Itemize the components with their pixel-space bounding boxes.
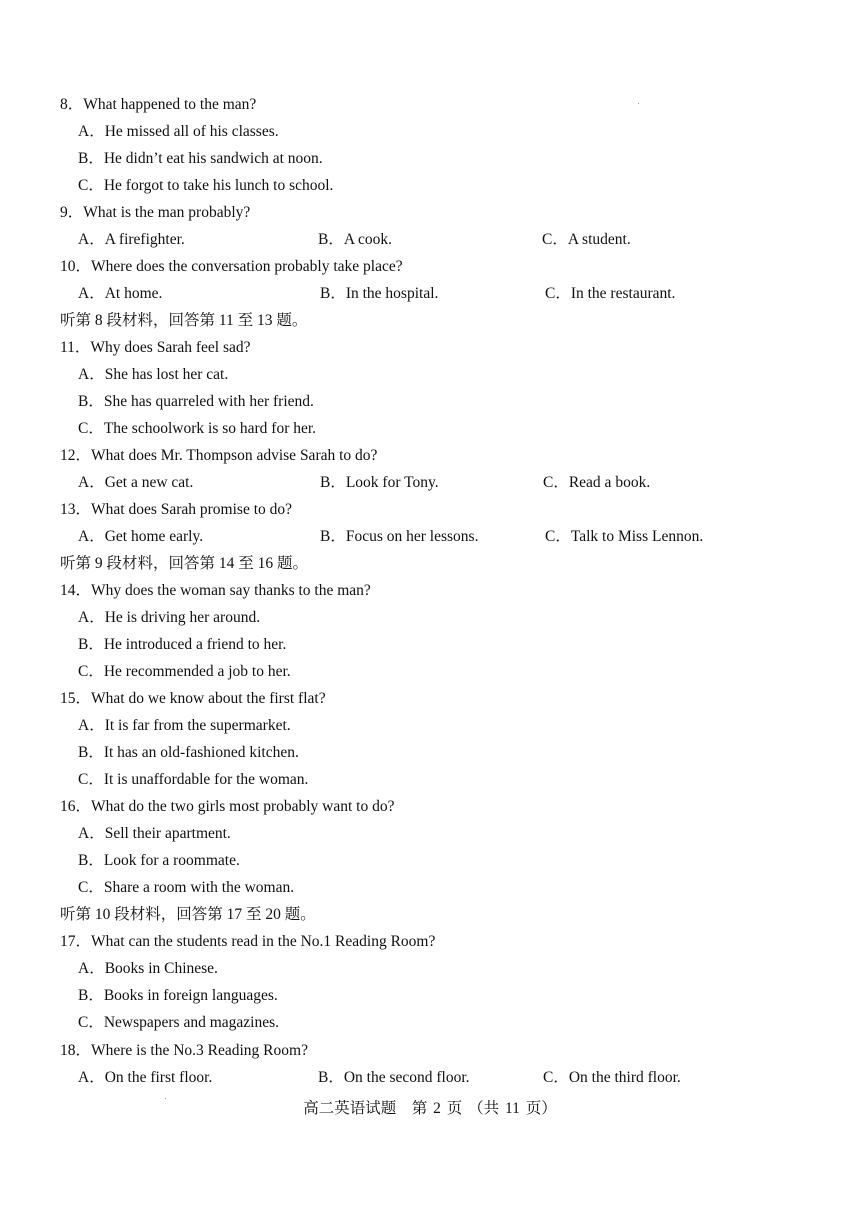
question-16: 16．What do the two girls most probably want to do? [60, 798, 395, 815]
question-8: 8．What happened to the man? [60, 96, 257, 113]
q18-option-a: A．On the first floor. [78, 1069, 213, 1086]
q9-option-c: C．A student. [542, 231, 631, 248]
scan-speck [638, 103, 639, 104]
section-heading-10: 听第 10 段材料，回答第 17 至 20 题。 [60, 906, 316, 923]
q8-option-b: B．He didn’t eat his sandwich at noon. [78, 150, 323, 167]
q16-option-c: C．Share a room with the woman. [78, 879, 295, 896]
q16-option-a: A．Sell their apartment. [78, 825, 231, 842]
question-18: 18．Where is the No.3 Reading Room? [60, 1042, 308, 1059]
q15-option-c: C．It is unaffordable for the woman. [78, 771, 309, 788]
q12-option-b: B．Look for Tony. [320, 474, 439, 491]
q8-option-a: A．He missed all of his classes. [78, 123, 279, 140]
q12-option-c: C．Read a book. [543, 474, 651, 491]
q15-option-b: B．It has an old-fashioned kitchen. [78, 744, 299, 761]
question-14: 14．Why does the woman say thanks to the man? [60, 582, 371, 599]
page-footer: 高二英语试题 第 2 页 （共 11 页） [303, 1100, 557, 1117]
q14-option-a: A．He is driving her around. [78, 609, 261, 626]
question-10: 10．Where does the conversation probably take place? [60, 258, 403, 275]
question-13: 13．What does Sarah promise to do? [60, 501, 293, 518]
q18-option-c: C．On the third floor. [543, 1069, 681, 1086]
q10-option-a: A．At home. [78, 285, 163, 302]
q13-option-b: B．Focus on her lessons. [320, 528, 479, 545]
q16-option-b: B．Look for a roommate. [78, 852, 240, 869]
q10-option-c: C．In the restaurant. [545, 285, 676, 302]
q14-option-c: C．He recommended a job to her. [78, 663, 291, 680]
q15-option-a: A．It is far from the supermarket. [78, 717, 291, 734]
section-heading-9: 听第 9 段材料，回答第 14 至 16 题。 [60, 555, 309, 572]
q8-option-c: C．He forgot to take his lunch to school. [78, 177, 334, 194]
q18-option-b: B．On the second floor. [318, 1069, 470, 1086]
q17-option-c: C．Newspapers and magazines. [78, 1014, 280, 1031]
q17-option-a: A．Books in Chinese. [78, 960, 218, 977]
q17-option-b: B．Books in foreign languages. [78, 987, 278, 1004]
q11-option-c: C．The schoolwork is so hard for her. [78, 420, 317, 437]
question-12: 12．What does Mr. Thompson advise Sarah to do? [60, 447, 378, 464]
q14-option-b: B．He introduced a friend to her. [78, 636, 287, 653]
q11-option-b: B．She has quarreled with her friend. [78, 393, 314, 410]
q11-option-a: A．She has lost her cat. [78, 366, 229, 383]
q10-option-b: B．In the hospital. [320, 285, 439, 302]
q13-option-a: A．Get home early. [78, 528, 204, 545]
section-heading-8: 听第 8 段材料，回答第 11 至 13 题。 [60, 312, 308, 329]
question-17: 17．What can the students read in the No.1 Reading Room? [60, 933, 436, 950]
q9-option-a: A．A firefighter. [78, 231, 185, 248]
question-9: 9．What is the man probably? [60, 204, 251, 221]
q12-option-a: A．Get a new cat. [78, 474, 194, 491]
q9-option-b: B．A cook. [318, 231, 393, 248]
question-15: 15．What do we know about the first flat? [60, 690, 326, 707]
q13-option-c: C．Talk to Miss Lennon. [545, 528, 704, 545]
scan-speck [165, 1098, 166, 1099]
question-11: 11．Why does Sarah feel sad? [60, 339, 251, 356]
